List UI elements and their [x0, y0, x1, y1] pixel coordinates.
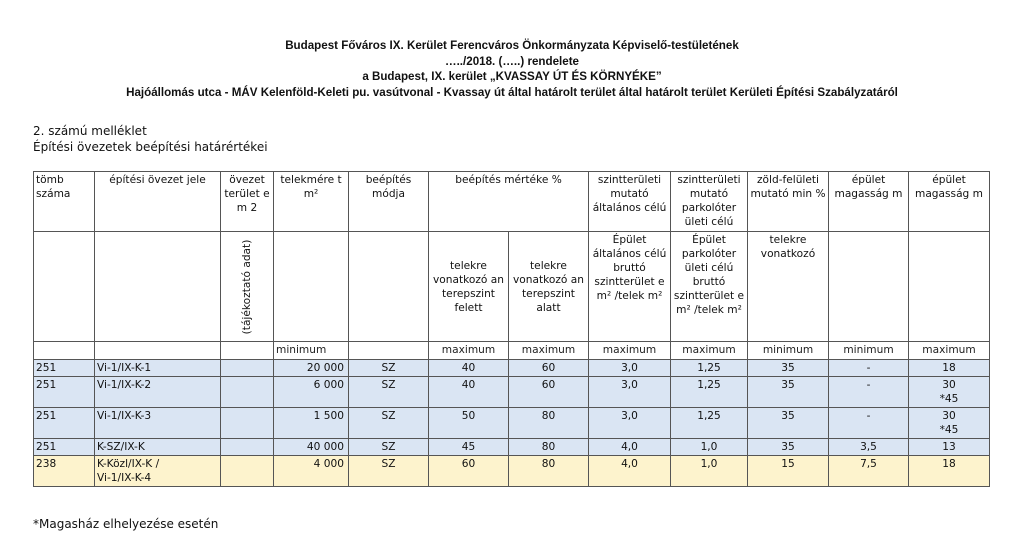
cell-park: 1,25 [671, 377, 748, 408]
cell-mag-max-alt: *45 [939, 393, 959, 405]
cell-felett: 40 [429, 377, 509, 408]
cell-zold: 35 [748, 439, 829, 456]
cell-mag-max-value: 30 [942, 379, 956, 391]
cell-mag-max [909, 377, 990, 408]
unit-cell: maximum [429, 342, 509, 360]
col-header-terulet: övezet terület e m 2 [221, 172, 274, 232]
cell-alatt: 60 [509, 360, 589, 377]
cell-tomb: 251 [34, 439, 95, 456]
cell-felett: 45 [429, 439, 509, 456]
table-row [34, 408, 990, 439]
cell-alatt: 80 [509, 439, 589, 456]
cell-modja: SZ [349, 408, 429, 439]
cell-felett: 40 [429, 360, 509, 377]
annex-title: Építési övezetek beépítési határértékei [33, 140, 268, 154]
footnote: *Magasház elhelyezése esetén [33, 517, 219, 531]
cell-alt: 3,0 [589, 408, 671, 439]
cell-tomb: 251 [34, 377, 95, 408]
cell-ovezet: K-SZ/IX-K [95, 439, 221, 456]
header-line-4: Hajóállomás utca - MÁV Kelenföld-Keleti pu. vasútvonal - Kvassay út által határolt terület által határolt terület Kerületi Építési Szabályzatáról [126, 85, 898, 99]
cell-telek: 20 000 [274, 360, 349, 377]
cell-telek: 40 000 [274, 439, 349, 456]
cell-alt: 3,0 [589, 377, 671, 408]
col-header-szint-park: szintterületi mutató parkolóter ületi célú [671, 172, 748, 232]
cell-alatt: 80 [509, 408, 589, 439]
cell-terulet [221, 456, 274, 487]
header-line-2: …../2018. (…..) rendelete [444, 54, 580, 68]
col-header-telek: telekmére t m² [274, 172, 349, 232]
cell-zold: 35 [748, 408, 829, 439]
table-row [34, 377, 990, 408]
cell-alatt: 80 [509, 456, 589, 487]
zoning-limits-table [33, 171, 990, 487]
cell-mag-max: 18 [909, 360, 990, 377]
table-subheader-row [34, 232, 990, 342]
unit-cell: minimum [829, 342, 909, 360]
cell-telek: 1 500 [274, 408, 349, 439]
subheader-alatt: telekre vonatkozó an terepszint alatt [509, 232, 589, 342]
subheader-zold: telekre vonatkozó [748, 232, 829, 342]
document-header [0, 38, 1024, 100]
cell-mag-max-alt: *45 [939, 424, 959, 436]
table-row [34, 456, 990, 487]
cell-felett: 60 [429, 456, 509, 487]
cell-alt: 4,0 [589, 439, 671, 456]
cell-mag-max-value: 30 [942, 410, 956, 422]
subheader-felett: telekre vonatkozó an terepszint felett [429, 232, 509, 342]
cell-alt: 3,0 [589, 360, 671, 377]
cell-park: 1,25 [671, 408, 748, 439]
cell-mag-min: - [829, 377, 909, 408]
table-row [34, 360, 990, 377]
col-header-tomb: tömb száma [34, 172, 95, 232]
cell-ovezet-line1: K-Közl/IX-K / [97, 458, 160, 470]
col-header-modja: beépítés módja [349, 172, 429, 232]
col-header-mag-max: épület magasság m [909, 172, 990, 232]
cell-mag-min: 7,5 [829, 456, 909, 487]
cell-felett: 50 [429, 408, 509, 439]
cell-telek: 4 000 [274, 456, 349, 487]
col-header-mertek: beépítés mértéke % [429, 172, 589, 232]
col-header-szint-alt: szintterületi mutató általános célú [589, 172, 671, 232]
cell-terulet [221, 408, 274, 439]
header-line-1: Budapest Főváros IX. Kerület Ferencváros Önkormányzata Képviselő-testületének [285, 39, 739, 52]
cell-modja: SZ [349, 456, 429, 487]
cell-alatt: 60 [509, 377, 589, 408]
subheader-brutto-alt: Épület általános célú bruttó szintterület e m² /telek m² [589, 232, 671, 342]
cell-telek: 6 000 [274, 377, 349, 408]
cell-terulet [221, 360, 274, 377]
cell-tomb: 251 [34, 360, 95, 377]
cell-ovezet [95, 456, 221, 487]
cell-ovezet: Vi-1/IX-K-3 [95, 408, 221, 439]
header-line-3: a Budapest, IX. kerület „KVASSAY ÚT ÉS KÖRNYÉKE” [362, 70, 662, 83]
cell-mag-max: 13 [909, 439, 990, 456]
tajekoztato-label: (tájékoztató adat) [241, 239, 253, 334]
cell-modja: SZ [349, 439, 429, 456]
cell-terulet [221, 377, 274, 408]
cell-mag-min: 3,5 [829, 439, 909, 456]
cell-alt: 4,0 [589, 456, 671, 487]
unit-cell: minimum [748, 342, 829, 360]
cell-zold: 35 [748, 377, 829, 408]
cell-tomb: 238 [34, 456, 95, 487]
cell-modja: SZ [349, 360, 429, 377]
annex-heading [33, 123, 268, 155]
unit-cell: maximum [589, 342, 671, 360]
col-header-ovezet: építési övezet jele [95, 172, 221, 232]
unit-cell: maximum [909, 342, 990, 360]
cell-mag-max [909, 408, 990, 439]
unit-cell: maximum [671, 342, 748, 360]
cell-zold: 35 [748, 360, 829, 377]
cell-terulet [221, 439, 274, 456]
cell-ovezet-line2: Vi-1/IX-K-4 [97, 472, 152, 484]
cell-park: 1,25 [671, 360, 748, 377]
cell-tomb: 251 [34, 408, 95, 439]
col-header-zold: zöld-felületi mutató min % [748, 172, 829, 232]
cell-park: 1,0 [671, 456, 748, 487]
table-row [34, 439, 990, 456]
cell-park: 1,0 [671, 439, 748, 456]
cell-mag-min: - [829, 360, 909, 377]
cell-zold: 15 [748, 456, 829, 487]
cell-ovezet: Vi-1/IX-K-1 [95, 360, 221, 377]
table-header-row [34, 172, 990, 232]
cell-ovezet: Vi-1/IX-K-2 [95, 377, 221, 408]
cell-mag-min: - [829, 408, 909, 439]
col-header-mag-min: épület magasság m [829, 172, 909, 232]
cell-modja: SZ [349, 377, 429, 408]
cell-mag-max: 18 [909, 456, 990, 487]
unit-cell: minimum [274, 342, 349, 360]
annex-number: 2. számú melléklet [33, 124, 147, 138]
subheader-brutto-park: Épület parkolóter ületi célú bruttó szintterület e m² /telek m² [671, 232, 748, 342]
tajekoztato-cell [221, 232, 274, 342]
units-row [34, 342, 990, 360]
unit-cell: maximum [509, 342, 589, 360]
